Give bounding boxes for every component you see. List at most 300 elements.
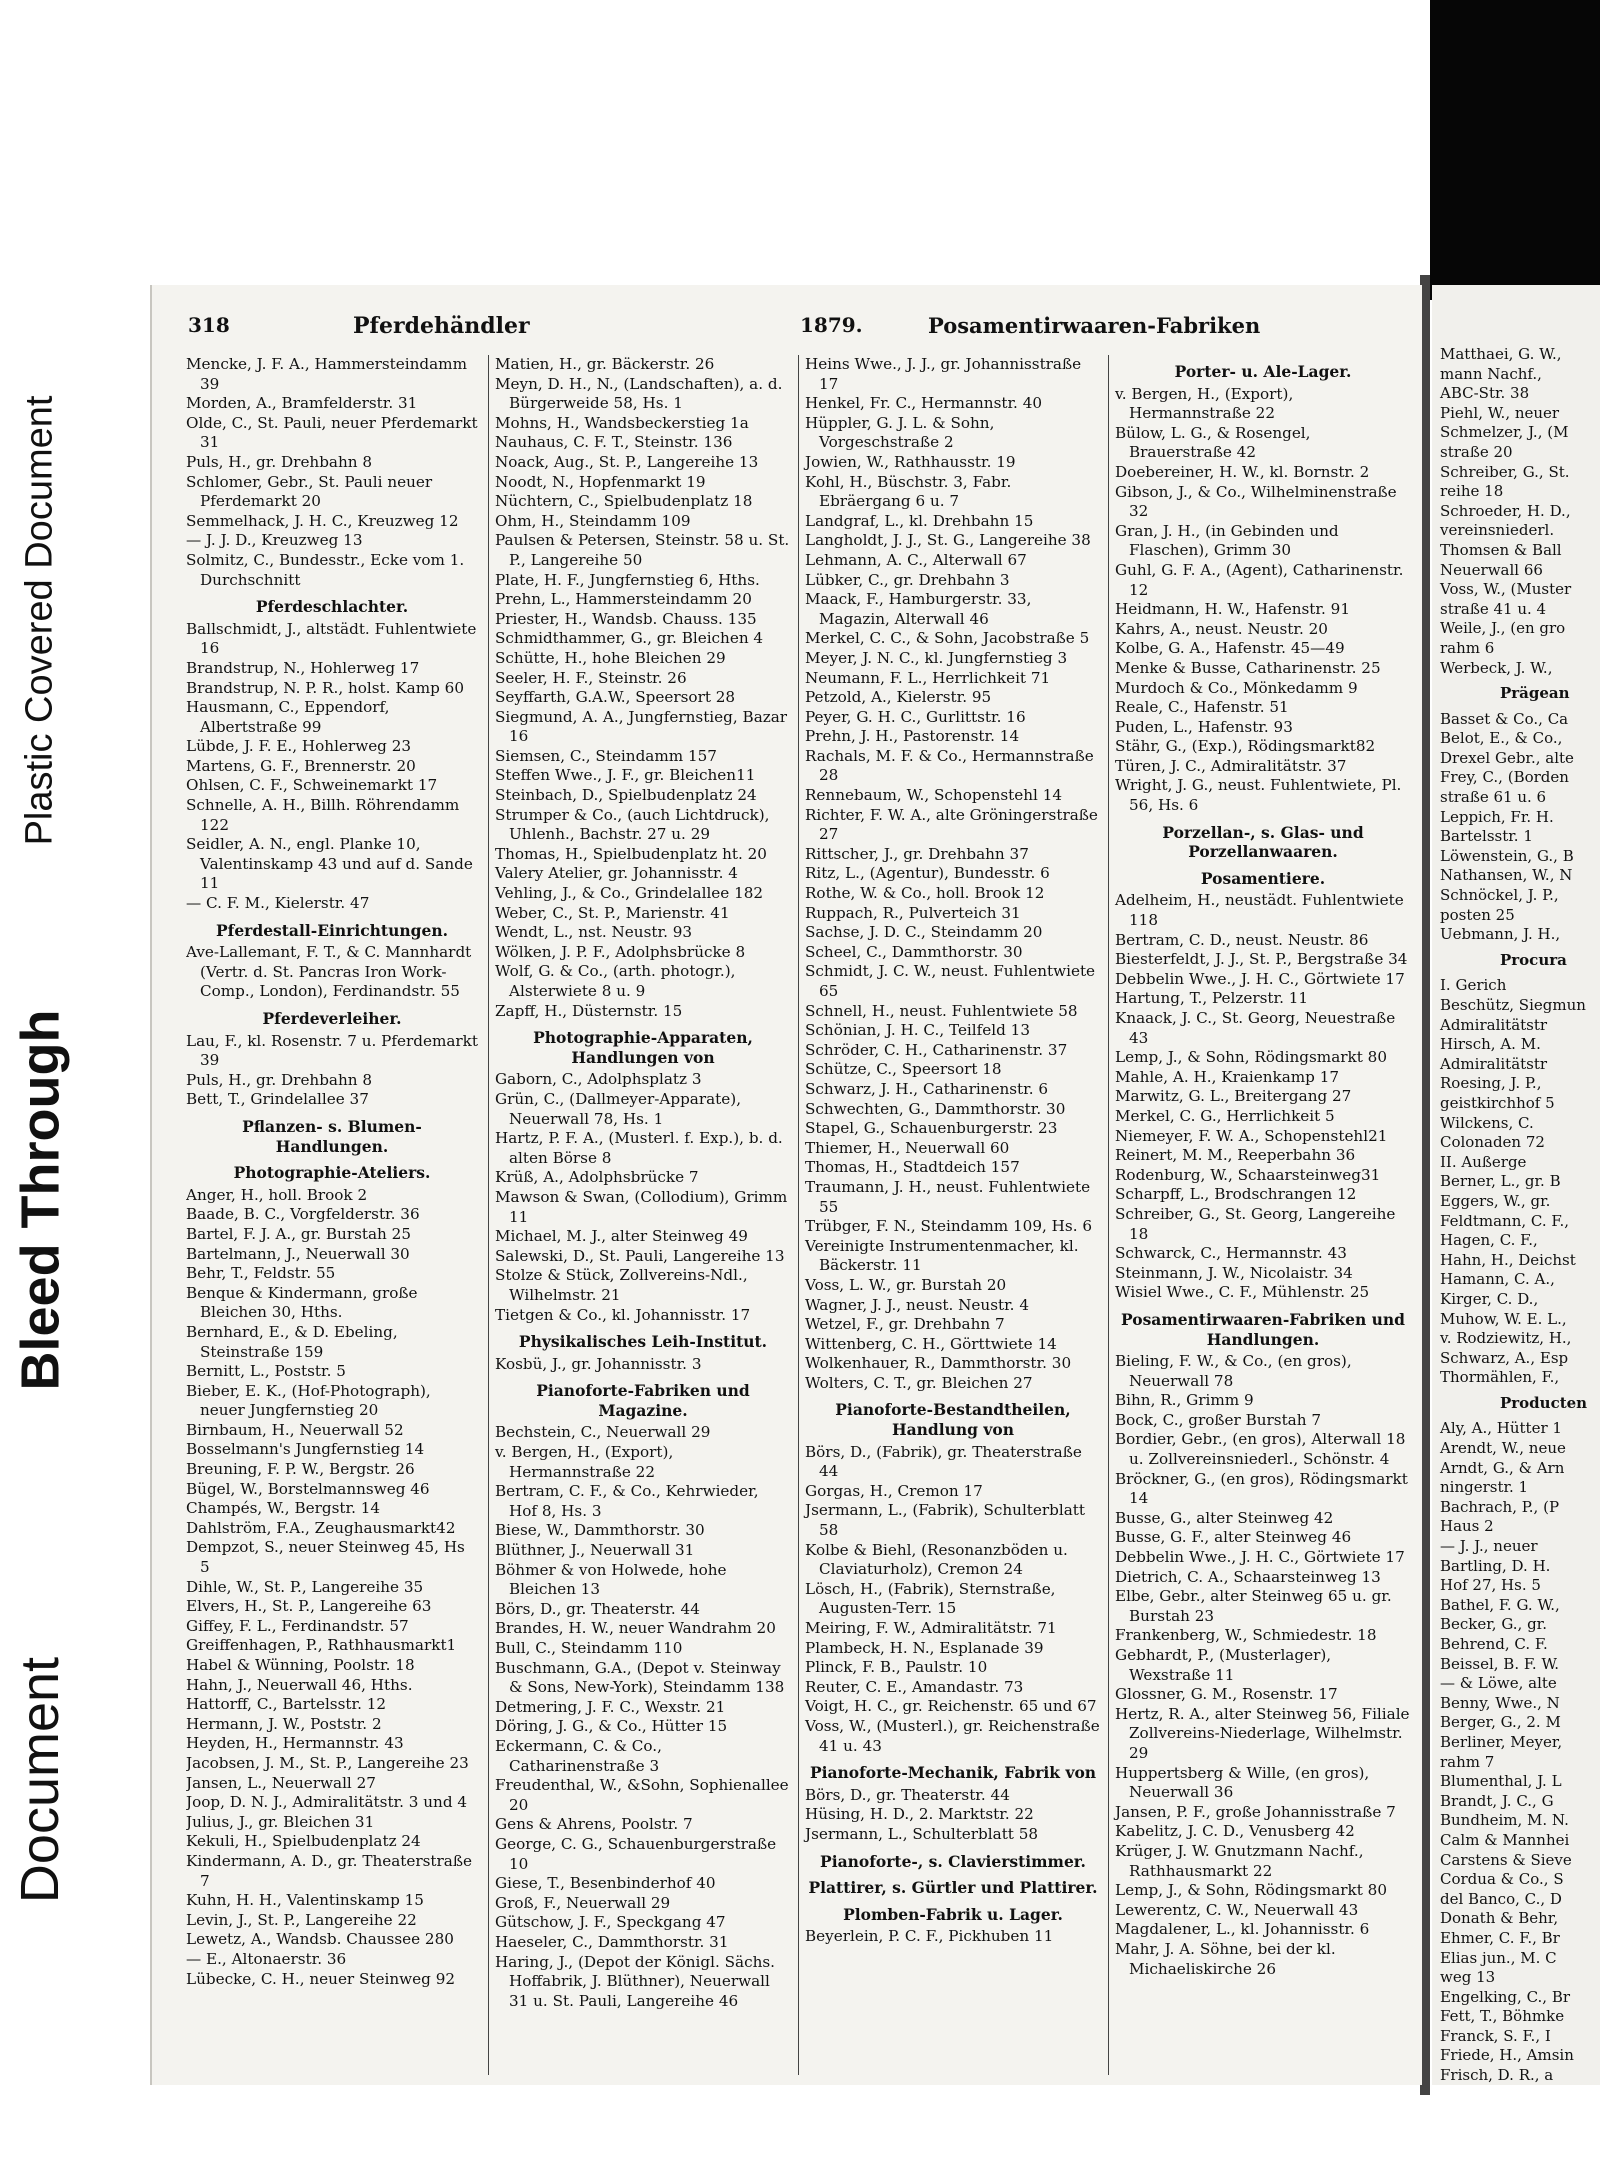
fragment-line: mann Nachf., [1440,364,1542,383]
directory-entry: Freudenthal, W., &Sohn, Sophienallee 20 [495,1776,789,1814]
fragment-line: Belot, E., & Co., [1440,729,1563,748]
directory-entry: Lübker, C., gr. Drehbahn 3 [805,570,1010,589]
directory-entry: Thiemer, H., Neuerwall 60 [805,1138,1010,1157]
section-heading: Pferdestall-Einrichtungen. [216,920,448,940]
section-heading: Pferdeverleiher. [262,1009,402,1028]
directory-entry: Mahle, A. H., Kraienkamp 17 [1115,1067,1340,1086]
fragment-line: vereinsniederl. [1440,521,1555,540]
directory-entry: Jacobsen, J. M., St. P., Langereihe 23 [186,1753,469,1772]
directory-entry: Steinbach, D., Spielbudenplatz 24 [495,786,757,805]
directory-entry: Bartel, F. J. A., gr. Burstah 25 [186,1224,411,1243]
directory-entry: Hüsing, H. D., 2. Marktstr. 22 [805,1805,1034,1824]
fragment-line: Brandt, J. C., G [1440,1791,1554,1810]
directory-entry: Schmidthammer, G., gr. Bleichen 4 [495,629,764,648]
directory-entry: Rodenburg, W., Schaarsteinweg31 [1115,1165,1381,1184]
directory-entry: Grün, C., (Dallmeyer-Apparate), Neuerwall 78, Hs. 1 [495,1089,742,1128]
side-label-document: Document [10,1656,70,1904]
fragment-line: Wilckens, C. [1440,1113,1534,1132]
directory-entry: Reinert, M. M., Reeperbahn 36 [1115,1146,1356,1165]
fragment-line: Eggers, W., gr. [1440,1191,1551,1210]
directory-entry: Baade, B. C., Vorgfelderstr. 36 [186,1205,420,1224]
fragment-line: Carstens & Sieve [1440,1850,1572,1869]
directory-entry: Eckermann, C. & Co., Catharinenstraße 3 [495,1736,662,1775]
fragment-line: Beschütz, Siegmun [1440,996,1586,1014]
fragment-heading: Producten [1500,1393,1588,1412]
directory-entry: Voss, L. W., gr. Burstah 20 [805,1275,1007,1294]
directory-entry: Bertram, C. D., neust. Neustr. 86 [1115,930,1369,949]
directory-entry: Elbe, Gebr., alter Steinweg 65 u. gr. Burstah 23 [1115,1587,1392,1625]
directory-entry: Elvers, H., St. P., Langereihe 63 [186,1597,432,1616]
directory-entry: Jansen, L., Neuerwall 27 [186,1773,376,1792]
directory-entry: Merkel, C. G., Herrlichkeit 5 [1115,1106,1335,1125]
directory-entry: Peyer, G. H. C., Gurlittstr. 16 [805,707,1026,726]
directory-entry: Haring, J., (Depot der Königl. Sächs. Hoffabrik, J. Blüthner), Neuerwall 31 u. St. Pauli, Langereihe 46 [495,1952,775,2010]
directory-entry: Steffen Wwe., J. F., gr. Bleichen11 [495,766,756,785]
directory-entry: Kuhn, H. H., Valentinskamp 15 [186,1891,424,1910]
fragment-line: del Banco, C., D [1440,1889,1562,1908]
side-label-plastic-covered: Plastic Covered Document [18,395,61,845]
directory-entry: Heyden, H., Hermannstr. 43 [186,1734,404,1753]
fragment-line: Thormählen, F., [1440,1368,1560,1387]
directory-entry: Langholdt, J. J., St. G., Langereihe 38 [805,531,1091,550]
directory-entry: Hartz, P. F. A., (Musterl. f. Exp.), b. d. alten Börse 8 [495,1129,783,1167]
directory-entry: Voss, W., (Musterl.), gr. Reichenstraße 41 u. 43 [805,1716,1100,1755]
directory-entry: Nauhaus, C. F. T., Steinstr. 136 [495,433,733,452]
directory-entry: Schmidt, J. C. W., neust. Fuhlentwiete 65 [805,962,1096,1000]
fragment-line: Admiralitätstr [1440,1054,1548,1073]
fragment-line: Bachrach, P., (P [1440,1497,1560,1516]
directory-entry: Meiring, F. W., Admiralitätstr. 71 [805,1619,1057,1637]
directory-entry: Schwechten, G., Dammthorstr. 30 [805,1099,1066,1118]
directory-entry: Frankenberg, W., Schmiedestr. 18 [1115,1626,1377,1645]
directory-entry: Dihle, W., St. P., Langereihe 35 [186,1577,424,1596]
directory-entry: Hattorff, C., Bartelsstr. 12 [186,1695,387,1714]
section-heading: Porzellan-, s. Glas- und Porzellanwaaren. [1162,822,1364,862]
directory-entry: Bröckner, G., (en gros), Rödingsmarkt 14 [1115,1469,1408,1508]
directory-entry: Habel & Wünning, Poolstr. 18 [186,1656,415,1674]
directory-entry: v. Bergen, H., (Export), Hermannstraße 22 [495,1443,674,1481]
fragment-line: Aly, A., Hütter 1 [1440,1419,1562,1438]
directory-entry: Bartelmann, J., Neuerwall 30 [186,1244,410,1263]
directory-entry: Seyffarth, G.A.W., Speersort 28 [495,688,736,707]
fragment-line: Beissel, B. F. W. [1440,1654,1560,1673]
directory-entry: v. Bergen, H., (Export), Hermannstraße 22 [1115,384,1294,423]
column-1 [186,355,478,2075]
directory-entry: Nüchtern, C., Spielbudenplatz 18 [495,492,753,511]
fragment-line: Thomsen & Ball [1440,540,1562,559]
directory-entry: Wendt, L., nst. Neustr. 93 [495,923,693,942]
directory-entry: Gütschow, J. F., Speckgang 47 [495,1913,726,1932]
directory-entry: Mawson & Swan, (Collodium), Grimm 11 [495,1187,788,1226]
directory-entry: Stolze & Stück, Zollvereins-Ndl., Wilhelmstr. 21 [495,1266,748,1304]
document-page [150,285,1422,2085]
fragment-line: Berger, G., 2. M [1440,1713,1561,1732]
directory-entry: Semmelhack, J. H. C., Kreuzweg 12 [186,511,459,530]
directory-entry: Richter, F. W. A., alte Gröningerstraße 27 [805,805,1098,844]
directory-entry: Behr, T., Feldstr. 55 [186,1264,336,1283]
fragment-line: Elias jun., M. C [1440,1948,1557,1967]
directory-entry: Wright, J. G., neust. Fuhlentwiete, Pl. 56, Hs. 6 [1115,776,1402,815]
directory-entry: Meyn, D. H., N., (Landschaften), a. d. Bürgerweide 58, Hs. 1 [495,374,783,413]
directory-entry: Siemsen, C., Steindamm 157 [495,746,717,765]
fragment-line: Drexel Gebr., alte [1440,748,1574,767]
directory-entry: Hüppler, G. J. L. & Sohn, Vorgeschstraße 2 [805,413,995,452]
directory-entry: Hertz, R. A., alter Steinweg 56, Filiale Zollvereins-Niederlage, Wilhelmstr. 29 [1115,1704,1410,1762]
directory-entry: Vehling, J., & Co., Grindelallee 182 [495,884,764,903]
fragment-line: II. Außerge [1440,1152,1527,1171]
section-heading: Posamentiere. [1200,868,1326,888]
directory-entry: Seeler, H. F., Steinstr. 26 [495,668,687,687]
directory-entry: Benque & Kindermann, große Bleichen 30, Hths. [186,1283,418,1322]
directory-entry: Scheel, C., Dammthorstr. 30 [805,942,1023,961]
fragment-line: Arndt, G., & Arn [1440,1458,1565,1477]
directory-entry: Joop, D. N. J., Admiralitätstr. 3 und 4 [186,1793,468,1812]
directory-entry: Bügel, W., Borstelmannsweg 46 [186,1479,430,1498]
fragment-line: Hirsch, A. M. [1440,1035,1541,1054]
directory-entry: Schröder, C. H., Catharinenstr. 37 [805,1040,1068,1059]
directory-entry: Birnbaum, H., Neuerwall 52 [186,1420,404,1439]
directory-entry: Jansen, P. F., große Johannisstraße 7 [1115,1802,1396,1821]
fragment-line: Kirger, C. D., [1440,1289,1539,1308]
directory-entry: Ruppach, R., Pulverteich 31 [805,903,1021,922]
directory-entry: Merkel, C. C., & Sohn, Jacobstraße 5 [805,629,1090,648]
directory-entry: Blüthner, J., Neuerwall 31 [495,1541,695,1560]
fragment-line: Schmelzer, J., (M [1440,423,1569,442]
fragment-line: — J. J., neuer [1440,1537,1538,1556]
fragment-line: Basset & Co., Ca [1440,709,1569,728]
fragment-line: Löwenstein, G., B [1440,846,1574,865]
directory-entry: Wölken, J. P. F., Adolphsbrücke 8 [495,942,746,961]
directory-entry: Döring, J. G., & Co., Hütter 15 [495,1717,728,1736]
directory-entry: Schlomer, Gebr., St. Pauli neuer Pferdemarkt 20 [186,472,433,511]
directory-entry: Martens, G. F., Brennerstr. 20 [186,756,416,775]
directory-entry: Julius, J., gr. Bleichen 31 [186,1812,375,1831]
fragment-line: Berliner, Meyer, [1440,1732,1563,1751]
fragment-line: Fett, T., Böhmke [1440,2007,1565,2026]
directory-entry: Ritz, L., (Agentur), Bundesstr. 6 [805,864,1050,883]
directory-entry: Rothe, W. & Co., holl. Brook 12 [805,884,1045,903]
directory-entry: Bechstein, C., Neuerwall 29 [495,1423,711,1442]
fragment-line: Werbeck, J. W., [1440,658,1553,677]
directory-entry: Plambeck, H. N., Esplanade 39 [805,1638,1044,1657]
directory-entry: Hermann, J. W., Poststr. 2 [186,1714,382,1733]
section-heading: Pferdeschlachter. [255,597,409,617]
directory-entry: Thomas, H., Stadtdeich 157 [805,1158,1020,1177]
directory-entry: Guhl, G. F. A., (Agent), Catharinenstr. 12 [1115,560,1404,599]
directory-entry: Gebhardt, P., (Musterlager), Wexstraße 11 [1115,1646,1332,1684]
directory-entry: Gaborn, C., Adolphsplatz 3 [495,1070,702,1089]
fragment-line: Bartelsstr. 1 [1440,827,1533,846]
directory-entry: Prehn, L., Hammersteindamm 20 [495,590,752,609]
section-heading: Pflanzen- s. Blumen-Handlungen. [242,1116,422,1156]
side-label-bleed-through: Bleed Through [10,1009,71,1391]
section-heading: Photographie-Apparaten, Handlungen von [533,1028,753,1067]
fragment-line: Hamann, C. A., [1440,1270,1555,1289]
directory-entry: Bertram, C. F., & Co., Kehrwieder, Hof 8, Hs. 3 [495,1482,759,1520]
directory-entry: Gran, J. H., (in Gebinden und Flaschen), Grimm 30 [1115,521,1339,560]
directory-entry: Schwarck, C., Hermannstr. 43 [1115,1244,1347,1263]
directory-entry: Rittscher, J., gr. Drehbahn 37 [805,844,1029,863]
directory-entry: Rennebaum, W., Schopenstehl 14 [805,786,1063,805]
directory-entry: Olde, C., St. Pauli, neuer Pferdemarkt 31 [186,413,478,452]
directory-entry: Lewerentz, C. W., Neuerwall 43 [1115,1900,1359,1919]
directory-entry: Zapff, H., Düsternstr. 15 [495,1001,683,1020]
directory-entry: Mahr, J. A. Söhne, bei der kl. Michaeliskirche 26 [1115,1939,1336,1978]
section-heading: Photographie-Ateliers. [233,1163,431,1183]
fragment-line: Schroeder, H. D., [1440,501,1571,520]
directory-entry: Vereinigte Instrumentenmacher, kl. Bäckerstr. 11 [805,1236,1079,1275]
directory-entry: Brandstrup, N. P. R., holst. Kamp 60 [186,678,464,697]
directory-entry: Bernitt, L., Poststr. 5 [186,1362,346,1381]
directory-entry: Debbelin Wwe., J. H. C., Görtwiete 17 [1115,969,1405,988]
directory-entry: Schwarz, J. H., Catharinenstr. 6 [805,1079,1049,1098]
directory-entry: Hahn, J., Neuerwall 46, Hths. [186,1675,413,1694]
section-heading: Posamentirwaaren-Fabriken und Handlungen. [1121,1309,1405,1349]
directory-entry: Priester, H., Wandsb. Chauss. 135 [495,609,757,628]
directory-entry: Kohl, H., Büschstr. 3, Fabr. Ebräergang 6 u. 7 [805,472,1012,511]
directory-entry: Hartung, T., Pelzerstr. 11 [1115,989,1309,1008]
directory-entry: Lemp, J., & Sohn, Rödingsmarkt 80 [1115,1048,1387,1067]
directory-entry: Lösch, H., (Fabrik), Sternstraße, Augusten-Terr. 15 [805,1579,1056,1618]
directory-entry: Noodt, N., Hopfenmarkt 19 [495,472,706,491]
directory-entry: Meyer, J. N. C., kl. Jungfernstieg 3 [805,648,1068,667]
directory-entry: Schnelle, A. H., Billh. Röhrendamm 122 [186,796,460,834]
directory-entry: Börs, D., gr. Theaterstr. 44 [495,1599,700,1618]
fragment-line: Donath & Behr, [1440,1909,1559,1928]
directory-entry: Landgraf, L., kl. Drehbahn 15 [805,511,1034,530]
adjacent-page-fragment [1432,285,1600,2085]
directory-entry: Murdoch & Co., Mönkedamm 9 [1115,678,1358,697]
fragment-line: reihe 18 [1440,482,1504,501]
directory-entry: Sachse, J. D. C., Steindamm 20 [805,923,1043,942]
fragment-heading: Procura [1500,950,1567,969]
directory-entry: Menke & Busse, Catharinenstr. 25 [1115,658,1381,677]
directory-entry: — C. F. M., Kielerstr. 47 [186,894,370,913]
directory-entry: Traumann, J. H., neust. Fuhlentwiete 55 [805,1177,1091,1216]
directory-entry: Heidmann, H. W., Hafenstr. 91 [1115,600,1350,619]
section-heading: Physikalisches Leih-Institut. [518,1332,768,1352]
directory-entry: Detmering, J. F. C., Wexstr. 21 [495,1697,726,1716]
directory-entry: Bieling, F. W., & Co., (en gros), Neuerwall 78 [1115,1352,1352,1390]
section-heading: Porter- u. Ale-Lager. [1174,362,1352,381]
directory-entry: Gibson, J., & Co., Wilhelminenstraße 32 [1115,482,1397,521]
fragment-line: straße 41 u. 4 [1440,599,1547,618]
column-2 [488,355,791,2075]
fragment-line: straße 20 [1440,442,1513,461]
directory-entry: Henkel, Fr. C., Hermannstr. 40 [805,394,1043,413]
fragment-line: ningerstr. 1 [1440,1478,1529,1497]
directory-entry: Giese, T., Besenbinderhof 40 [495,1874,716,1893]
directory-entry: Lau, F., kl. Rosenstr. 7 u. Pferdemarkt 39 [186,1031,478,1070]
directory-entry: Knaack, J. C., St. Georg, Neuestraße 43 [1115,1009,1396,1047]
directory-entry: Schnell, H., neust. Fuhlentwiete 58 [805,1001,1078,1020]
fragment-line: rahm 7 [1440,1752,1495,1771]
directory-entry: Mencke, J. F. A., Hammersteindamm 39 [186,355,467,393]
fragment-line: rahm 6 [1440,638,1495,657]
directory-entry: Solmitz, C., Bundesstr., Ecke vom 1. Durchschnitt [186,550,465,589]
directory-entry: Scharpff, L., Brodschrangen 12 [1115,1185,1357,1204]
directory-entry: Rachals, M. F. & Co., Hermannstraße 28 [805,746,1094,785]
directory-entry: Morden, A., Bramfelderstr. 31 [186,394,418,413]
directory-entry: Trübger, F. N., Steindamm 109, Hs. 6 [805,1217,1093,1236]
directory-entry: Matien, H., gr. Bäckerstr. 26 [495,355,715,373]
section-heading: Pianoforte-Bestandtheilen, Handlung von [835,1400,1071,1440]
fragment-line: Muhow, W. E. L., [1440,1309,1567,1328]
directory-entry: Schütte, H., hohe Bleichen 29 [495,648,726,667]
directory-entry: Wisiel Wwe., C. F., Mühlenstr. 25 [1115,1283,1370,1302]
directory-entry: Dahlström, F.A., Zeughausmarkt42 [186,1518,456,1537]
directory-columns [186,355,1410,2075]
directory-entry: Böhmer & von Holwede, hohe Bleichen 13 [495,1560,727,1599]
fragment-line: Arendt, W., neue [1440,1439,1566,1458]
directory-entry: Salewski, D., St. Pauli, Langereihe 13 [495,1246,785,1265]
directory-entry: Brandstrup, N., Hohlerweg 17 [186,658,420,677]
fragment-line: Admiralitätstr [1440,1015,1548,1034]
fragment-line: Hof 27, Hs. 5 [1440,1576,1541,1595]
directory-entry: Debbelin Wwe., J. H. C., Görtwiete 17 [1115,1548,1405,1567]
fragment-line: Hagen, C. F., [1440,1231,1538,1250]
directory-entry: Mohns, H., Wandsbeckerstieg 1a [495,413,749,432]
directory-entry: Maack, F., Hamburgerstr. 33, Magazin, Alterwall 46 [805,590,1032,628]
fragment-line: Haus 2 [1440,1517,1494,1536]
fragment-line: Schwarz, A., Esp [1440,1348,1569,1367]
directory-entry: Bieber, E. K., (Hof-Photograph), neuer Jungfernstieg 20 [186,1381,431,1420]
directory-entry: Wolters, C. T., gr. Bleichen 27 [805,1373,1033,1392]
directory-entry: Buschmann, G.A., (Depot v. Steinway & Sons, New-York), Steindamm 138 [495,1658,785,1697]
fragment-line: Weile, J., (en gro [1440,619,1566,638]
fragment-line: Feldtmann, C. F., [1440,1211,1570,1230]
directory-entry: Schreiber, G., St. Georg, Langereihe 18 [1115,1204,1396,1243]
page-number: 318 [188,313,230,337]
fragment-line: Franck, S. F., I [1440,2026,1551,2045]
directory-entry: Lewetz, A., Wandsb. Chaussee 280 [186,1930,454,1949]
directory-entry: Börs, D., gr. Theaterstr. 44 [805,1785,1010,1804]
column-4 [1108,355,1411,2075]
directory-entry: Breuning, F. P. W., Bergstr. 26 [186,1460,415,1479]
directory-entry: Prehn, J. H., Pastorenstr. 14 [805,727,1020,746]
directory-entry: Puden, L., Hafenstr. 93 [1115,717,1293,736]
directory-entry: Valery Atelier, gr. Johannisstr. 4 [495,864,738,883]
section-heading: Pianoforte-Fabriken und Magazine. [536,1381,750,1420]
directory-entry: Krüß, A., Adolphsbrücke 7 [495,1168,699,1187]
fragment-line: Frey, C., (Borden [1440,768,1569,787]
fragment-heading: Prägean [1500,684,1570,703]
directory-entry: Busse, G. F., alter Steinweg 46 [1115,1528,1352,1547]
directory-entry: Siegmund, A. A., Jungfernstieg, Bazar 16 [495,707,788,746]
directory-entry: Kolbe & Biehl, (Resonanzböden u. Claviaturholz), Cremon 24 [805,1540,1068,1579]
fragment-line: Voss, W., (Muster [1440,580,1572,599]
directory-entry: Krüger, J. W. Gnutzmann Nachf., Rathhausmarkt 22 [1115,1841,1364,1880]
directory-entry: Biesterfeldt, J. J., St. P., Bergstraße 34 [1115,950,1408,969]
fragment-line: ABC-Str. 38 [1440,384,1530,403]
adjacent-page-text [1440,345,1600,2085]
directory-entry: Brandes, H. W., neuer Wandrahm 20 [495,1619,776,1638]
directory-entry: Puls, H., gr. Drehbahn 8 [186,1070,373,1089]
page-year: 1879. [800,313,863,337]
directory-entry: Greiffenhagen, P., Rathhausmarkt1 [186,1636,457,1655]
fragment-line: Bundheim, M. N. [1440,1811,1569,1830]
directory-entry: Paulsen & Petersen, Steinstr. 58 u. St. P., Langereihe 50 [495,531,790,569]
directory-entry: Wagner, J. J., neust. Neustr. 4 [805,1295,1030,1314]
fragment-line: Uebmann, J. H., [1440,925,1561,944]
directory-entry: Schütze, C., Speersort 18 [805,1060,1002,1079]
fragment-line: Schreiber, G., St. [1440,462,1570,481]
directory-entry: Ballschmidt, J., altstädt. Fuhlentwiete 16 [186,619,477,658]
directory-entry: Bordier, Gebr., (en gros), Alterwall 18 u. Zollvereinsniederl., Schönstr. 4 [1115,1430,1406,1469]
directory-entry: Gorgas, H., Cremon 17 [805,1481,983,1500]
fragment-line: Calm & Mannhei [1440,1830,1570,1849]
fragment-line: Matthaei, G. W., [1440,345,1562,363]
directory-entry: Bett, T., Grindelallee 37 [186,1090,369,1109]
fragment-line: Cordua & Co., S [1440,1870,1564,1889]
directory-entry: Ohlsen, C. F., Schweinemarkt 17 [186,776,438,795]
directory-entry: Giffey, F. L., Ferdinandstr. 57 [186,1616,409,1635]
directory-entry: Dietrich, C. A., Schaarsteinweg 13 [1115,1567,1381,1586]
directory-entry: Marwitz, G. L., Breitergang 27 [1115,1087,1352,1106]
directory-entry: Kekuli, H., Spielbudenplatz 24 [186,1832,421,1851]
directory-entry: Reale, C., Hafenstr. 51 [1115,698,1289,717]
directory-entry: Adelheim, H., neustädt. Fuhlentwiete 118 [1115,891,1404,930]
directory-entry: Bülow, L. G., & Rosengel, Brauerstraße 42 [1115,423,1311,462]
section-heading: Plomben-Fabrik u. Lager. [843,1904,1063,1924]
directory-entry: Kindermann, A. D., gr. Theaterstraße 7 [186,1851,472,1890]
fragment-line: Friede, H., Amsin [1440,2046,1574,2065]
directory-entry: Jowien, W., Rathhausstr. 19 [805,452,1016,471]
directory-entry: Hausmann, C., Eppendorf, Albertstraße 99 [186,698,390,736]
fragment-line: straße 61 u. 6 [1440,788,1547,807]
directory-entry: Jsermann, L., (Fabrik), Schulterblatt 58 [805,1501,1086,1540]
directory-entry: Gens & Ahrens, Poolstr. 7 [495,1815,693,1834]
directory-entry: Schönian, J. H. C., Teilfeld 13 [805,1021,1030,1040]
directory-entry: Magdalener, L., kl. Johannisstr. 6 [1115,1920,1370,1939]
directory-entry: Michael, M. J., alter Steinweg 49 [495,1227,748,1246]
directory-entry: Plate, H. F., Jungfernstieg 6, Hths. [495,570,760,589]
fragment-line: Bathel, F. G. W., [1440,1595,1560,1614]
fragment-line: geistkirchhof 5 [1440,1093,1555,1112]
directory-entry: Bock, C., großer Burstah 7 [1115,1410,1322,1429]
directory-entry: Wolf, G. & Co., (arth. photogr.), Alsterwiete 8 u. 9 [495,962,736,1000]
fragment-line: Becker, G., gr. [1440,1615,1547,1634]
fragment-line: Neuerwall 66 [1440,560,1543,579]
directory-entry: Lübde, J. F. E., Hohlerweg 23 [186,737,412,756]
directory-entry: George, C. G., Schauenburgerstraße 10 [495,1834,777,1873]
directory-entry: Bull, C., Steindamm 110 [495,1639,683,1657]
right-running-title: Posamentirwaaren-Fabriken [928,313,1261,338]
fragment-line: Piehl, W., neuer [1440,403,1560,422]
fragment-line: Behrend, C. F. [1440,1635,1548,1653]
directory-entry: Wolkenhauer, R., Dammthorstr. 30 [805,1354,1072,1373]
fragment-line: — & Löwe, alte [1440,1674,1557,1693]
directory-entry: Kosbü, J., gr. Johannisstr. 3 [495,1354,702,1373]
directory-entry: Niemeyer, F. W. A., Schopenstehl21 [1115,1126,1388,1145]
fragment-line: Bartling, D. H. [1440,1556,1551,1575]
fragment-line: Ehmer, C. F., Br [1440,1928,1560,1947]
directory-entry: Thomas, H., Spielbudenplatz ht. 20 [495,844,767,863]
fragment-line: Blumenthal, J. L [1440,1772,1562,1791]
section-heading: Pianoforte-, s. Clavierstimmer. [820,1851,1086,1871]
directory-entry: Levin, J., St. P., Langereihe 22 [186,1910,417,1929]
directory-entry: Petzold, A., Kielerstr. 95 [805,688,992,707]
directory-entry: Glossner, G. M., Rosenstr. 17 [1115,1685,1338,1704]
directory-entry: Ohm, H., Steindamm 109 [495,511,691,530]
directory-entry: Wetzel, F., gr. Drehbahn 7 [805,1315,1005,1334]
directory-entry: — J. J. D., Kreuzweg 13 [186,531,363,550]
directory-entry: Tietgen & Co., kl. Johannisstr. 17 [495,1305,751,1324]
directory-entry: Wittenberg, C. H., Görttwiete 14 [805,1334,1057,1353]
directory-entry: Weber, C., St. P., Marienstr. 41 [495,903,730,922]
directory-entry: Lübecke, C. H., neuer Steinweg 92 [186,1969,456,1988]
directory-entry: Börs, D., (Fabrik), gr. Theaterstraße 44 [805,1442,1082,1481]
